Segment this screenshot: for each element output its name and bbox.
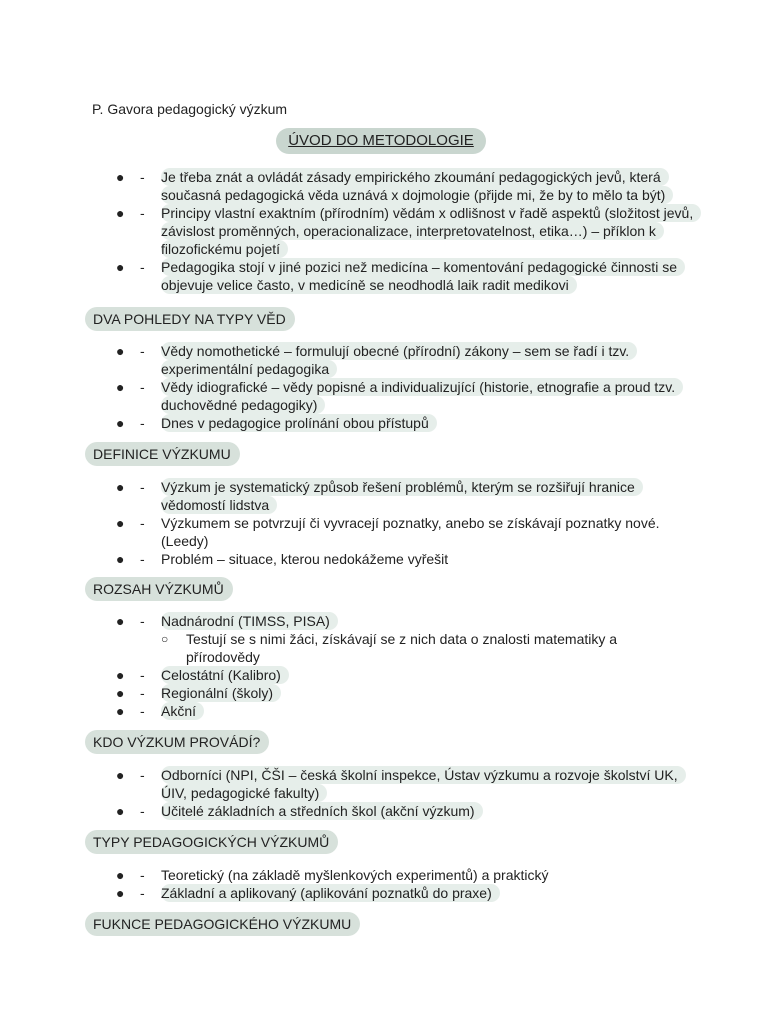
list-item [0, 702, 701, 720]
section-list [0, 866, 701, 902]
list-item [0, 258, 701, 294]
bullet-icon: ● [116, 685, 125, 701]
dash-marker: - [140, 415, 145, 431]
intro-list [0, 168, 701, 294]
bullet-icon: ● [116, 885, 125, 901]
list-item-text: Teoretický (na základě myšlenkových experimentů) a praktický [161, 867, 549, 883]
dash-marker: - [140, 343, 145, 359]
bullet-icon: ● [116, 343, 125, 359]
list-item-text: Vědy idiografické – vědy popisné a individualizující (historie, etnografie a proud tzv. duchovědné pedagogiky) [161, 378, 683, 414]
list-item [0, 204, 701, 258]
list-item-text: Základní a aplikovaný (aplikování poznatků do praxe) [161, 884, 500, 902]
dash-marker: - [140, 515, 145, 531]
bullet-icon: ● [116, 205, 125, 221]
list-item [0, 666, 701, 684]
list-item-text: Odborníci (NPI, ČŠI – česká školní inspekce, Ústav výzkumu a rozvoje školství UK, ÚIV, pedagogické fakulty) [161, 766, 686, 802]
section-heading: FUKNCE PEDAGOGICKÉHO VÝZKUMU [85, 912, 360, 936]
section-heading: KDO VÝZKUM PROVÁDÍ? [85, 730, 269, 754]
list-item-text: Problém – situace, kterou nedokážeme vyřešit [161, 551, 449, 567]
list-item-text: Pedagogika stojí v jiné pozici než medicína – komentování pedagogické činnosti se objevuje velice často, v medicíně se neodhodlá laik radit medikovi [161, 258, 685, 294]
list-item [0, 684, 701, 702]
section-list [0, 766, 701, 820]
dash-marker: - [140, 685, 145, 701]
section-heading: DVA POHLEDY NA TYPY VĚD [85, 307, 295, 331]
bullet-icon: ● [116, 767, 125, 783]
list-item-text: Je třeba znát a ovládát zásady empirického zkoumání pedagogických jevů, která současná pedagogická věda uznává x dojmologie (přijde mi, že by to mělo ta být) [161, 168, 673, 204]
section-list [0, 612, 701, 720]
bullet-icon: ● [116, 479, 125, 495]
document-header: P. Gavora pedagogický výzkum [92, 101, 288, 117]
list-item [0, 550, 701, 568]
dash-marker: - [140, 479, 145, 495]
list-item [0, 514, 701, 550]
list-item-text: Učitelé základních a středních škol (akční výzkum) [161, 802, 483, 820]
circle-bullet-icon: ○ [161, 632, 169, 646]
list-item [0, 168, 701, 204]
bullet-icon: ● [116, 169, 125, 185]
dash-marker: - [140, 885, 145, 901]
list-item-text: Nadnárodní (TIMSS, PISA) [161, 612, 338, 630]
list-item [0, 414, 701, 432]
list-item-text: Výzkum je systematický způsob řešení problémů, kterým se rozšiřují hranice vědomostí lidstva [161, 478, 643, 514]
list-item [0, 612, 701, 630]
list-item [0, 866, 701, 884]
sub-list-item-text: Testují se s nimi žáci, získávají se z nich data o znalosti matematiky a přírodovědy [186, 631, 618, 665]
sub-list-item [0, 630, 701, 666]
bullet-icon: ● [116, 613, 125, 629]
list-item-text: Akční [161, 702, 204, 720]
list-item-text: Principy vlastní exaktním (přírodním) vědám x odlišnost v řadě aspektů (složitost jevů, závislost proměnných, operacionalizace, interpretovatelnost, etika…) – příklon k filozofickému pojetí [161, 204, 701, 258]
list-item-text: Vědy nomothetické – formulují obecné (přírodní) zákony – sem se řadí i tzv. experimentální pedagogika [161, 342, 637, 378]
list-item-text: Celostátní (Kalibro) [161, 666, 289, 684]
dash-marker: - [140, 169, 145, 185]
list-item [0, 802, 701, 820]
dash-marker: - [140, 259, 145, 275]
section-heading: DEFINICE VÝZKUMU [85, 442, 240, 466]
section-list [0, 342, 701, 432]
list-item [0, 478, 701, 514]
dash-marker: - [140, 613, 145, 629]
list-item-text: Regionální (školy) [161, 684, 281, 702]
section-heading: ROZSAH VÝZKUMŮ [85, 577, 233, 601]
dash-marker: - [140, 551, 145, 567]
dash-marker: - [140, 667, 145, 683]
list-item [0, 378, 701, 414]
bullet-icon: ● [116, 415, 125, 431]
bullet-icon: ● [116, 667, 125, 683]
list-item-text: Dnes v pedagogice prolínání obou přístupů [161, 414, 437, 432]
bullet-icon: ● [116, 703, 125, 719]
dash-marker: - [140, 767, 145, 783]
list-item-text: Výzkumem se potvrzují či vyvracejí poznatky, anebo se získávají poznatky nové. (Leedy) [161, 515, 660, 549]
bullet-icon: ● [116, 803, 125, 819]
dash-marker: - [140, 867, 145, 883]
list-item [0, 766, 701, 802]
bullet-icon: ● [116, 259, 125, 275]
bullet-icon: ● [116, 379, 125, 395]
dash-marker: - [140, 379, 145, 395]
bullet-icon: ● [116, 551, 125, 567]
section-list [0, 478, 701, 568]
dash-marker: - [140, 703, 145, 719]
bullet-icon: ● [116, 515, 125, 531]
dash-marker: - [140, 205, 145, 221]
bullet-icon: ● [116, 867, 125, 883]
dash-marker: - [140, 803, 145, 819]
list-item [0, 884, 701, 902]
section-heading: TYPY PEDAGOGICKÝCH VÝZKUMŮ [85, 830, 338, 854]
page-title: ÚVOD DO METODOLOGIE [276, 128, 486, 154]
list-item [0, 342, 701, 378]
